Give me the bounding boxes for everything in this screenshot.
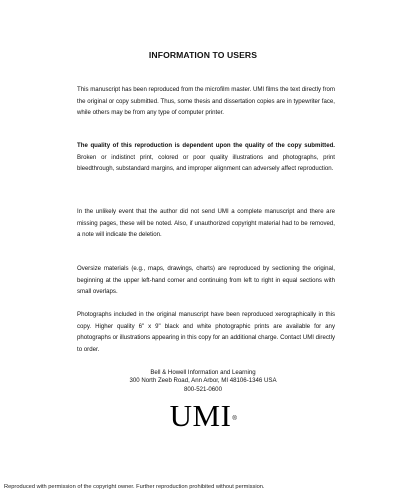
publisher-name: Bell & Howell Information and Learning <box>150 369 256 376</box>
paragraph-photographs <box>77 309 335 355</box>
publisher-street: 300 North Zeeb Road, Ann Arbor, MI 48106-1346 USA <box>129 377 277 385</box>
paragraph-oversize <box>77 263 335 298</box>
paragraph-text: In the unlikely event that the author did not send UMI a complete manuscript and there are missing pages, these will be noted. Also, if unauthorized copyright material had to be removed, a note will indicate the deletion. <box>77 208 335 239</box>
logo-text: UMI <box>169 398 232 433</box>
paragraph-text: Broken or indistinct print, colored or poor quality illustrations and photographs, print bleedthrough, substandard margins, and improper alignment can adversely affect reproduction. <box>77 153 335 173</box>
paragraph-text: This manuscript has been reproduced from the microfilm master. UMI films the text directly from the original or copy submitted. Thus, some thesis and dissertation copies are in typewriter face, while others may be from any type of computer printer. <box>77 86 335 117</box>
publisher-phone: 800-521-0600 <box>184 385 222 393</box>
paragraph-microfilm <box>77 84 335 119</box>
paragraph-text: Photographs included in the original manuscript have been reproduced xerographically in this copy. Higher quality 6" x 9" black and white photographic prints are available for any photographs or illustrations appearing in this copy for an additional charge. Contact UMI directly to order. <box>77 311 335 353</box>
publisher-address <box>0 369 406 394</box>
copyright-footer: Reproduced with permission of the copyright owner. Further reproduction prohibited without permission. <box>4 484 265 490</box>
paragraph-missing-pages <box>77 206 335 241</box>
paragraph-quality <box>77 140 335 175</box>
paragraph-lead: The quality of this reproduction is dependent upon the quality of the copy submitted. <box>77 142 335 149</box>
umi-logo <box>0 399 406 433</box>
registered-mark: ® <box>232 416 238 422</box>
page-title: INFORMATION TO USERS <box>148 50 258 60</box>
paragraph-text: Oversize materials (e.g., maps, drawings, charts) are reproduced by sectioning the original, beginning at the upper left-hand corner and continuing from left to right in equal sections with small overlaps. <box>77 265 335 296</box>
